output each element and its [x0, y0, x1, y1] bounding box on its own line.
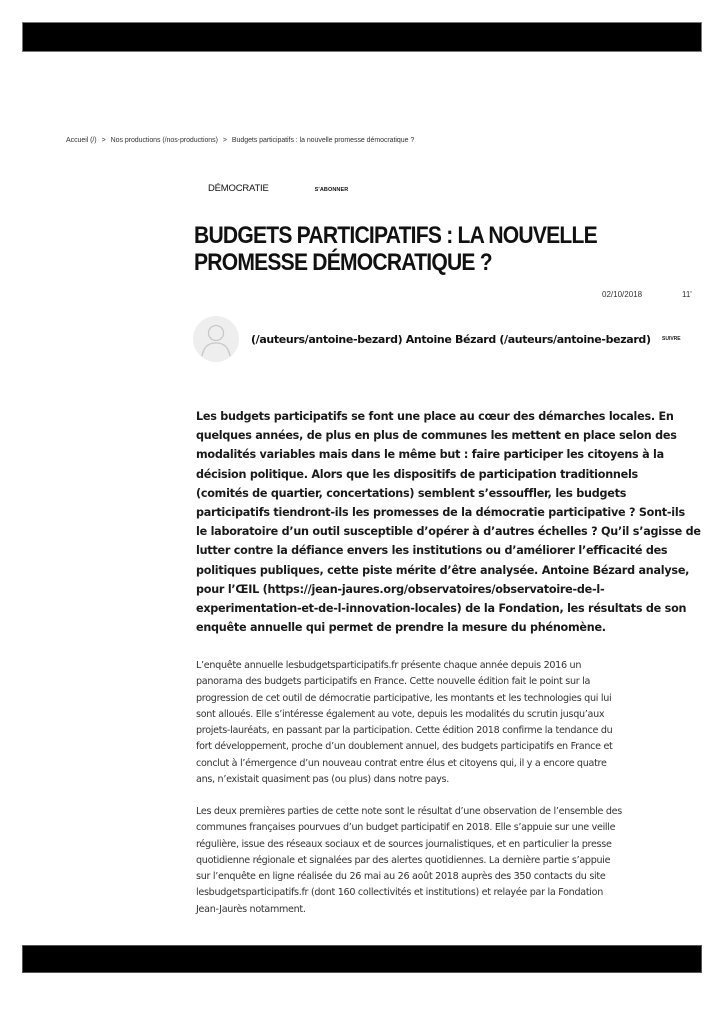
- lead-line-link[interactable]: experimentation-et-de-l-innovation-locales) de la Fondation, les résultats de son: [196, 602, 687, 616]
- paragraph-line: L’enquête annuelle lesbudgetsparticipatifs.fr présente chaque année depuis 2016 un: [196, 660, 582, 671]
- author-row: [193, 316, 651, 362]
- paragraph-line: projets-lauréats, en passant par la participation. Cette édition 2018 confirme la tendance du: [196, 725, 613, 737]
- paragraph-line: panorama des budgets participatifs en France. Cette nouvelle édition fait le point sur la: [196, 676, 591, 688]
- article-paragraph-1: [196, 658, 716, 788]
- breadcrumb-separator: >: [101, 137, 106, 144]
- title-line: BUDGETS PARTICIPATIFS : LA NOUVELLE: [194, 222, 597, 249]
- breadcrumb-home-link[interactable]: Accueil (/): [66, 137, 97, 144]
- article-paragraph-2: [196, 804, 716, 918]
- category-link[interactable]: DÉMOCRATIE: [208, 183, 269, 194]
- lead-line: lutter contre la défiance envers les institutions ou d’améliorer l’efficacité des: [196, 544, 668, 558]
- author-name-link[interactable]: (/auteurs/antoine-bezard) Antoine Bézard (/auteurs/antoine-bezard): [251, 332, 651, 346]
- paragraph-line: sur l’enquête en ligne réalisée du 26 mai au 26 août 2018 auprès des 350 contacts du site: [196, 871, 606, 883]
- lead-line-link[interactable]: pour l’ŒIL (https://jean-jaures.org/observatoires/observatoire-de-l-: [196, 582, 605, 596]
- paragraph-line: progression de cet outil de démocratie participative, les montants et les technologies qui lui: [196, 692, 612, 704]
- lead-line: politiques publiques, cette piste mérite d’être analysée. Antoine Bézard analyse,: [196, 563, 690, 577]
- bottom-black-bar: [22, 945, 702, 973]
- breadcrumb-current-page: Budgets participatifs : la nouvelle promesse démocratique ?: [231, 137, 415, 144]
- breadcrumb-productions-link[interactable]: Nos productions (/nos-productions): [110, 137, 218, 144]
- paragraph-line: conclut à l’émergence d’un nouveau contrat entre élus et citoyens qui, il y a encore quatre: [196, 757, 607, 769]
- lead-line: décision politique. Alors que les dispositifs de participation traditionnels: [196, 467, 638, 481]
- paragraph-line: sont alloués. Elle s’intéresse également au vote, depuis les modalités du scrutin jusqu’aux: [196, 708, 605, 720]
- article-lead: [196, 407, 716, 637]
- paragraph-line: ans, n’existait quasiment pas (ou plus) dans notre pays.: [196, 774, 450, 786]
- top-black-bar: [22, 22, 702, 52]
- paragraph-line: communes françaises pourvues d’un budget participatif en 2018. Elle s’appuie sur une veille: [196, 822, 616, 834]
- paragraph-line: lesbudgetsparticipatifs.fr (dont 160 collectivités et institutions) et relayée par la Fondation: [196, 887, 603, 899]
- lead-line: modalités variables mais dans le même but : faire participer les citoyens à la: [196, 448, 664, 462]
- user-placeholder-icon: [193, 316, 239, 362]
- lead-line: Les budgets participatifs se font une place au cœur des démarches locales. En: [196, 410, 674, 423]
- paragraph-line: Les deux premières parties de cette note sont le résultat d’une observation de l’ensemble des: [196, 806, 622, 817]
- lead-line: le laboratoire d’un outil susceptible d’opérer à d’autres échelles ? Qu’il s’agisse de: [196, 525, 701, 539]
- breadcrumb: [66, 137, 414, 144]
- paragraph-line: Jean-Jaurès notamment.: [196, 903, 306, 915]
- avatar[interactable]: [193, 316, 239, 362]
- paragraph-line: régulière, issue des réseaux sociaux et de sources journalistiques, et en particulier la presse: [196, 838, 612, 850]
- subscribe-button[interactable]: S'ABONNER: [314, 187, 349, 193]
- lead-line: (comités de quartier, concertations) semblent s’essouffler, les budgets: [196, 486, 627, 500]
- page-title: [194, 222, 598, 276]
- lead-line: quelques années, de plus en plus de communes les mettent en place selon des: [196, 429, 677, 443]
- reading-time: 11': [682, 290, 692, 299]
- category-row: [208, 183, 348, 194]
- follow-button[interactable]: SUIVRE: [662, 336, 681, 342]
- publish-date: 02/10/2018: [602, 290, 643, 299]
- breadcrumb-separator: >: [222, 137, 227, 144]
- paragraph-line: quotidienne régionale et signalées par des alertes quotidiennes. La dernière partie s’appuie: [196, 854, 611, 866]
- lead-line: participatifs tiendront-ils les promesses de la démocratie participative ? Sont-ils: [196, 506, 685, 520]
- lead-line: enquête annuelle qui permet de prendre la mesure du phénomène.: [196, 621, 606, 635]
- paragraph-line: fort développement, proche d’un doublement annuel, des budgets participatifs en France et: [196, 741, 613, 753]
- title-line: PROMESSE DÉMOCRATIQUE ?: [194, 249, 492, 276]
